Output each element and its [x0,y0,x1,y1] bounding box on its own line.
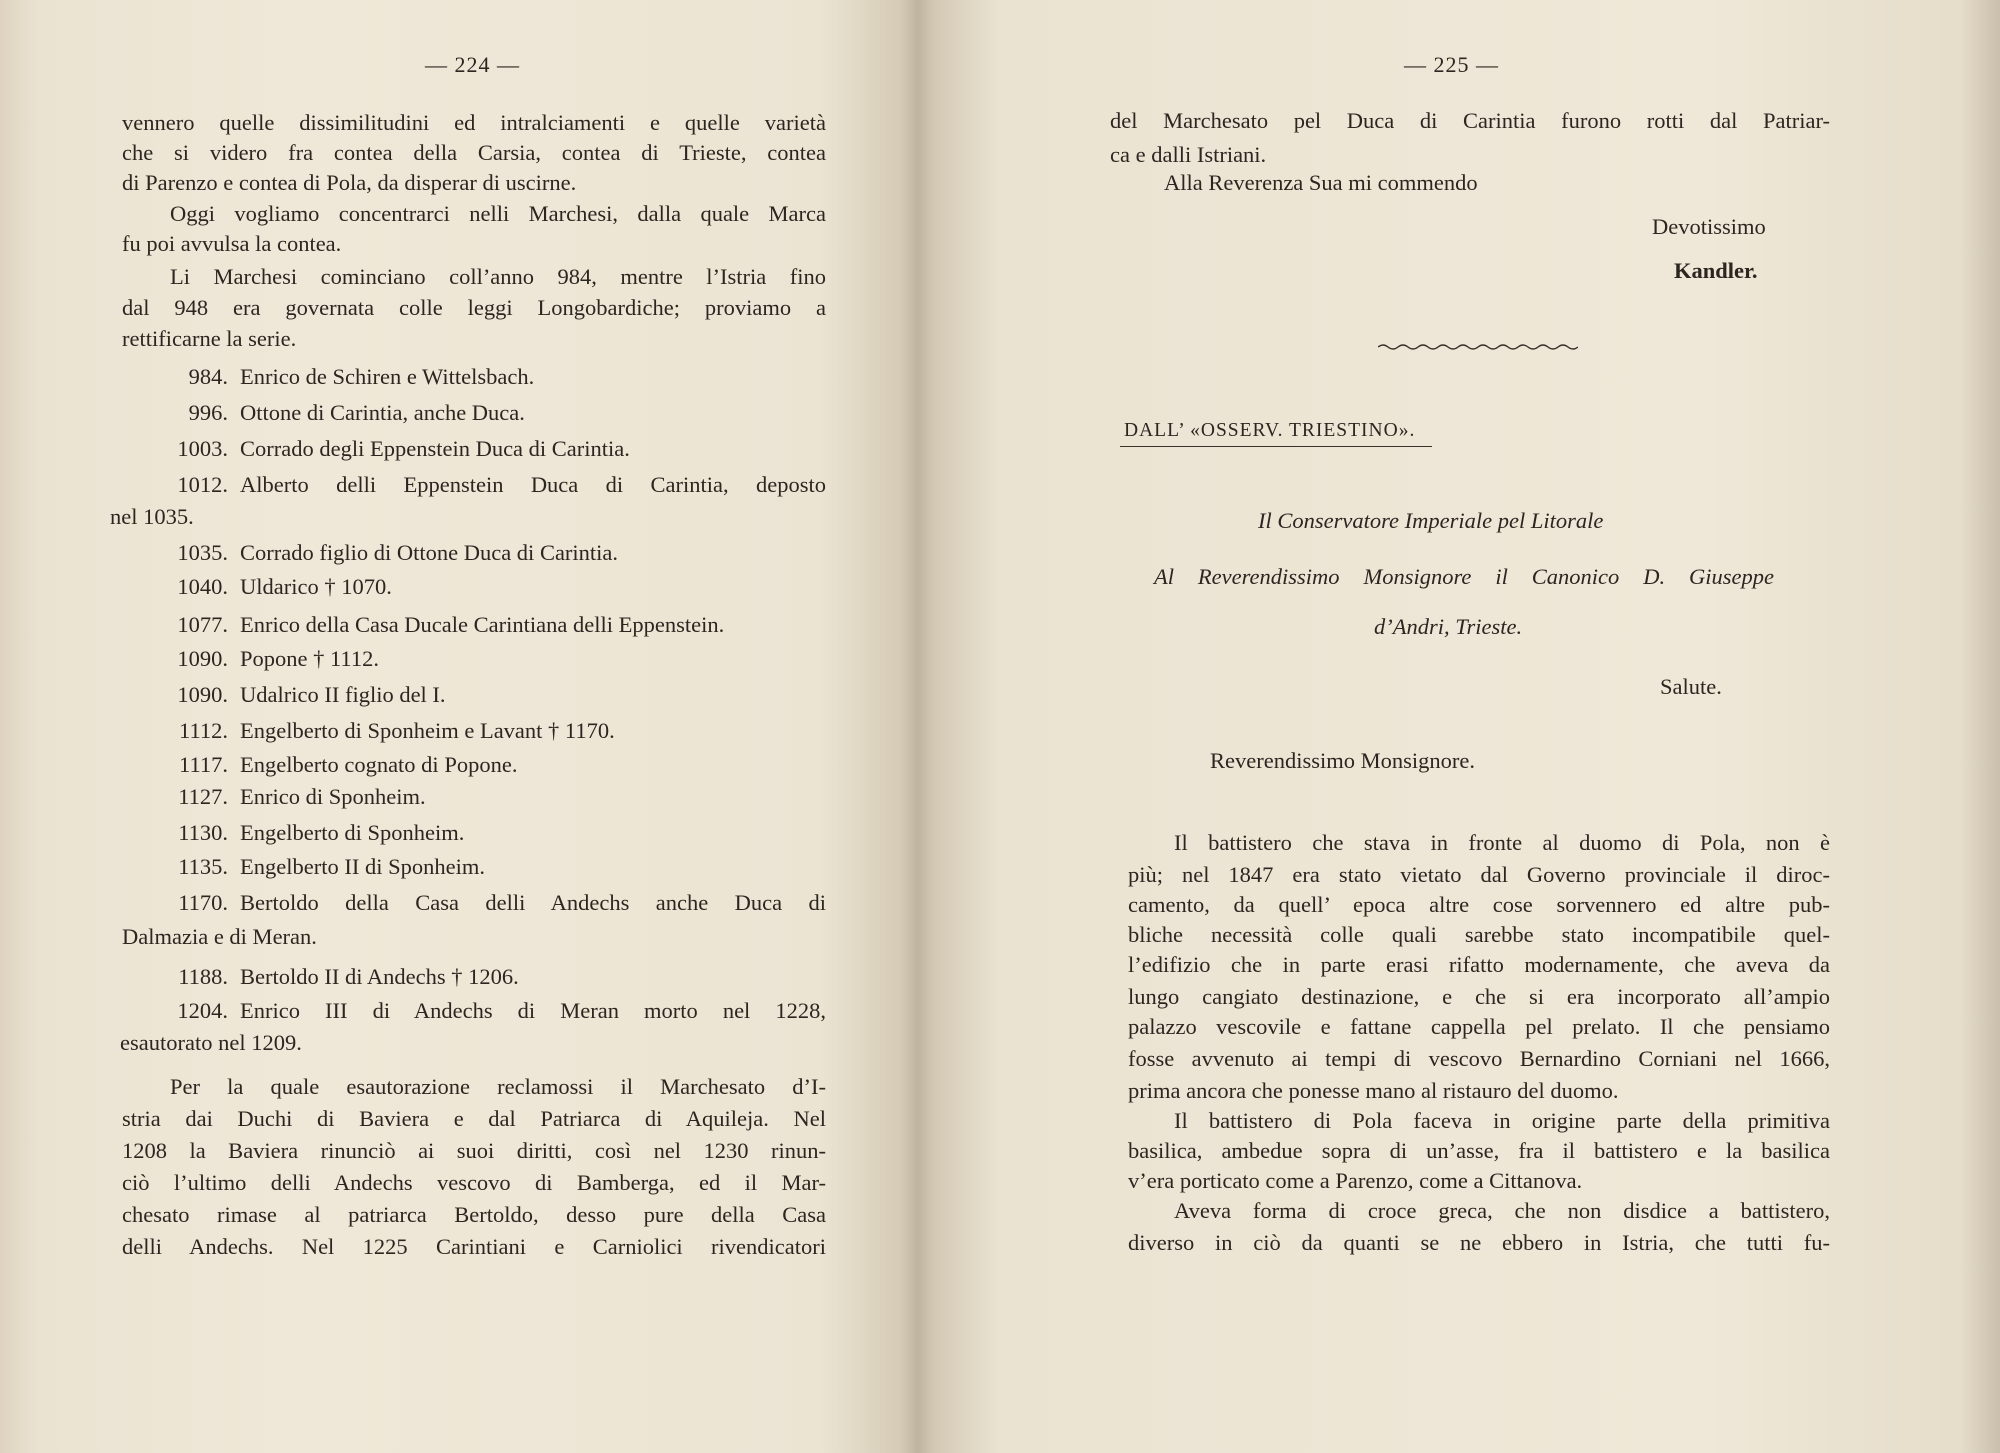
list-year: 1035. [177,540,228,565]
list-item: Corrado figlio di Ottone Duca di Carintia. [240,540,619,565]
text-line: che si videro fra contea della Carsia, contea di Trieste, contea [122,140,826,165]
text-line: stria dai Duchi di Baviera e dal Patriarca di Aquileja. Nel [122,1106,826,1131]
list-item-continuation: esautorato nel 1209. [120,1030,302,1055]
list-item: Ottone di Carintia, anche Duca. [240,400,525,425]
list-item: Enrico de Schiren e Wittelsbach. [240,364,535,389]
text-line: di Parenzo e contea di Pola, da disperar di uscirne. [122,170,577,195]
text-line: fu poi avvulsa la contea. [122,231,342,256]
list-year: 1130. [178,820,228,845]
list-year: 1077. [177,612,228,637]
text-line: vennero quelle dissimilitudini ed intralciamenti e quelle varietà [122,110,826,135]
text-line: 1208 la Baviera rinunciò ai suoi diritti, così nel 1230 rinun- [122,1138,826,1163]
text-line: Aveva forma di croce greca, che non disdice a battistero, [1174,1198,1830,1223]
page-number: — 225 — [1404,52,1499,77]
text-line: Alla Reverenza Sua mi commendo [1164,170,1478,195]
list-item: Enrico di Sponheim. [240,784,426,809]
list-item: Uldarico † 1070. [240,574,392,599]
list-year: 1188. [178,964,228,989]
italic-line: d’Andri, Trieste. [1374,614,1523,639]
list-item: Bertoldo della Casa delli Andechs anche Duca di [240,890,826,915]
list-item: Bertoldo II di Andechs † 1206. [240,964,519,989]
text-line: delli Andechs. Nel 1225 Carintiani e Carniolici rivendicatori [122,1234,826,1259]
list-item: Engelberto II di Sponheim. [240,854,485,879]
closing: Devotissimo [1652,214,1766,239]
greeting: Reverendissimo Monsignore. [1210,748,1475,773]
list-year: 1135. [178,854,228,879]
text-line: Il battistero di Pola faceva in origine parte della primitiva [1174,1108,1830,1133]
text-line: Oggi vogliamo concentrarci nelli Marchesi, dalla quale Marca [170,201,826,226]
list-year: 1204. [177,998,228,1023]
text-line: lungo cangiato destinazione, e che si era incorporato all’ampio [1128,984,1830,1009]
salutation: Salute. [1660,674,1722,699]
text-line: fosse avvenuto ai tempi di vescovo Bernardino Corniani nel 1666, [1128,1046,1830,1071]
list-year: 1090. [177,646,228,671]
list-item-continuation: nel 1035. [110,504,194,529]
text-line: Per la quale esautorazione reclamossi il Marchesato d’I- [170,1074,826,1099]
text-line: palazzo vescovile e fattane cappella pel prelato. Il che pensiamo [1128,1014,1830,1039]
list-year: 1040. [177,574,228,599]
list-year: 996. [188,400,228,425]
list-year: 1117. [179,752,228,777]
heading-rule [1120,446,1432,447]
list-item: Udalrico II figlio del I. [240,682,446,707]
section-heading: DALL’ «OSSERV. TRIESTINO». [1124,420,1416,441]
right-page [918,0,2000,1453]
text-line: rettificarne la serie. [122,326,297,351]
list-item-continuation: Dalmazia e di Meran. [122,924,317,949]
left-page [0,0,918,1453]
text-line: chesato rimase al patriarca Bertoldo, desso pure della Casa [122,1202,826,1227]
text-line: prima ancora che ponesse mano al ristauro del duomo. [1128,1078,1619,1103]
text-line: l’edifizio che in parte erasi rifatto modernamente, che aveva da [1128,952,1830,977]
list-item: Corrado degli Eppenstein Duca di Carintia. [240,436,630,461]
text-line: Il battistero che stava in fronte al duomo di Pola, non è [1174,830,1830,855]
text-line: bliche necessità colle quali sarebbe stato incompatibile quel- [1128,922,1830,947]
list-year: 1012. [177,472,228,497]
list-year: 1170. [178,890,228,915]
italic-line: Il Conservatore Imperiale pel Litorale [1258,508,1604,533]
text-line: ca e dalli Istriani. [1110,142,1267,167]
page-number: — 224 — [425,52,520,77]
text-line: dal 948 era governata colle leggi Longobardiche; proviamo a [122,295,826,320]
list-year: 1112. [179,718,228,743]
list-item: Engelberto cognato di Popone. [240,752,518,777]
list-year: 1003. [177,436,228,461]
text-line: camento, da quell’ epoca altre cose sorvennero ed altre pub- [1128,892,1830,917]
list-year: 1090. [177,682,228,707]
list-item: Enrico della Casa Ducale Carintiana delli Eppenstein. [240,612,725,637]
list-year: 1127. [178,784,228,809]
text-line: basilica, ambedue sopra di un’asse, fra il battistero e la basilica [1128,1138,1830,1163]
text-line: più; nel 1847 era stato vietato dal Governo provinciale il diroc- [1128,862,1830,887]
list-year: 984. [188,364,228,389]
text-line: Li Marchesi cominciano coll’anno 984, mentre l’Istria fino [170,264,826,289]
wavy-divider [1378,342,1578,352]
text-line: ciò l’ultimo delli Andechs vescovo di Bamberga, ed il Mar- [122,1170,826,1195]
list-item: Popone † 1112. [240,646,379,671]
text-line: v’era porticato come a Parenzo, come a Cittanova. [1128,1168,1583,1193]
list-item: Engelberto di Sponheim e Lavant † 1170. [240,718,615,743]
list-item: Alberto delli Eppenstein Duca di Carintia, deposto [240,472,826,497]
list-item: Enrico III di Andechs di Meran morto nel 1228, [240,998,826,1023]
signature: Kandler. [1674,258,1758,283]
text-line: diverso in ciò da quanti se ne ebbero in Istria, che tutti fu- [1128,1230,1830,1255]
text-line: del Marchesato pel Duca di Carintia furono rotti dal Patriar- [1110,108,1830,133]
list-item: Engelberto di Sponheim. [240,820,465,845]
italic-line: Al Reverendissimo Monsignore il Canonico D. Giuseppe [1154,564,1774,589]
